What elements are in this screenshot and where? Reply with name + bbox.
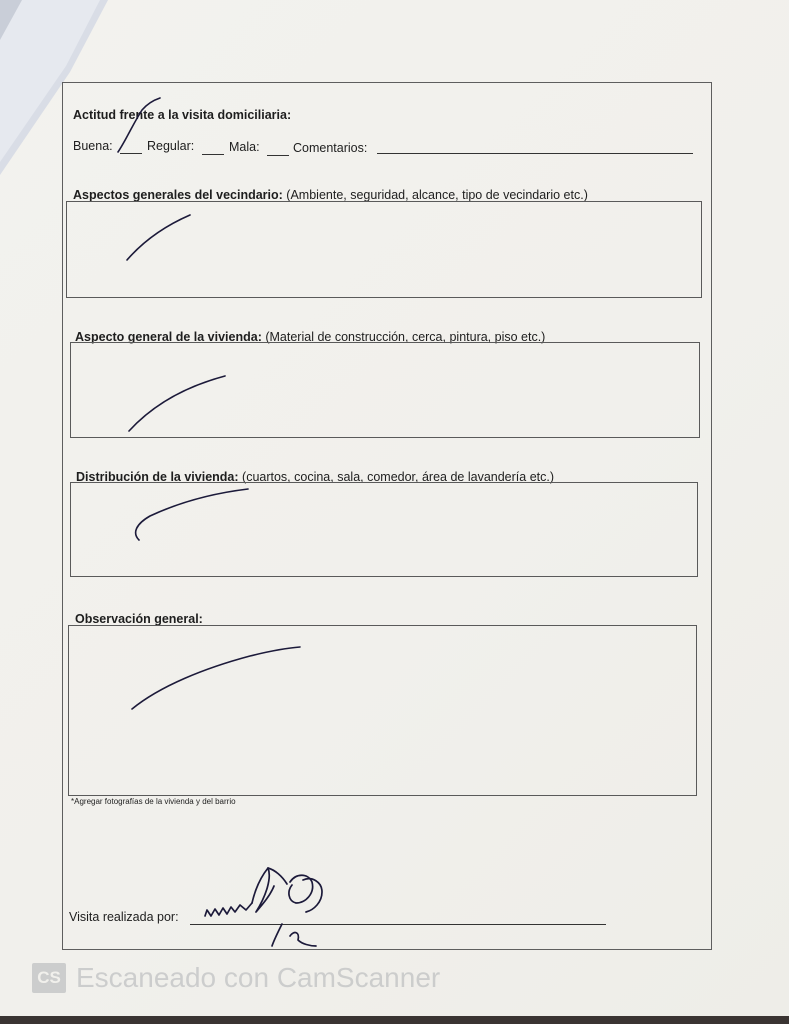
watermark-text: Escaneado con CamScanner — [76, 962, 441, 993]
observation-title: Observación general: — [75, 612, 203, 626]
footnote: *Agregar fotografías de la vivienda y del barrio — [71, 797, 236, 806]
regular-label: Regular: — [147, 139, 195, 153]
housing-title: Aspecto general de la vivienda: — [75, 330, 262, 344]
background-edge — [0, 1016, 789, 1024]
bad-blank[interactable] — [267, 155, 289, 156]
camscanner-watermark — [32, 962, 440, 994]
housing-hint: (Material de construcción, cerca, pintura, piso etc.) — [265, 330, 546, 344]
observation-box[interactable] — [68, 625, 697, 796]
attitude-title: Actitud frente a la visita domiciliaria: — [73, 108, 292, 122]
neighborhood-box[interactable] — [66, 201, 702, 298]
visit-signature-line[interactable] — [190, 924, 606, 925]
good-blank[interactable] — [120, 153, 142, 154]
distribution-title: Distribución de la vivienda: — [76, 470, 239, 484]
distribution-box[interactable] — [70, 482, 698, 577]
regular-blank[interactable] — [202, 154, 224, 155]
visit-label: Visita realizada por: — [69, 910, 179, 924]
neighborhood-title: Aspectos generales del vecindario: — [73, 188, 283, 202]
distribution-hint: (cuartos, cocina, sala, comedor, área de lavandería etc.) — [242, 470, 555, 484]
comments-label: Comentarios: — [293, 141, 368, 155]
neighborhood-heading — [73, 188, 588, 202]
good-label: Buena: — [73, 139, 113, 153]
bad-label: Mala: — [229, 140, 260, 154]
camscanner-logo-icon: CS — [32, 963, 66, 993]
housing-box[interactable] — [70, 342, 700, 438]
comments-blank[interactable] — [377, 153, 693, 154]
neighborhood-hint: (Ambiente, seguridad, alcance, tipo de vecindario etc.) — [286, 188, 588, 202]
